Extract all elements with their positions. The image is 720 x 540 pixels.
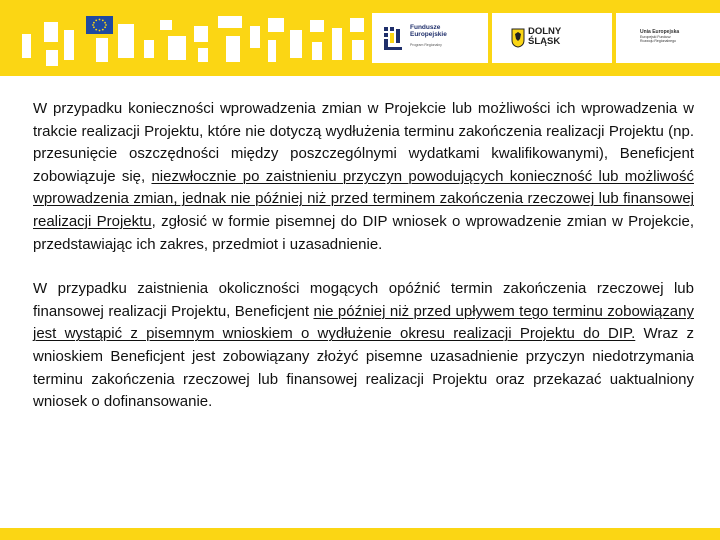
fundusze-line1: Fundusze: [410, 24, 441, 31]
ue-title: Unia Europejska: [640, 29, 680, 35]
fundusze-europejskie-emblem: [382, 25, 406, 51]
ue-subtitle-line1: Europejski Fundusz: [640, 35, 671, 39]
header-band: [0, 0, 720, 76]
decorative-pattern: [0, 0, 372, 76]
paragraph2-underlined-deadline: nie później niż przed upływem tego terminu zobowiązany jest wystąpić z pisemnym wnioskiem o wydłużenie okresu realizacji Projektu do DIP.: [33, 302, 694, 343]
paragraph2-text-end: Wraz z wnioskiem Beneficjent jest zobowiązany złożyć pisemne uzasadnienie przyczyn niedotrzymania terminu zakończenia rzeczowej lub finansowej realizacji Projektu oraz przekazać uaktualniony wniosek o dofinansowanie.: [33, 325, 694, 411]
fundusze-subtitle: Program Regionalny: [410, 43, 442, 47]
document-body: [33, 98, 694, 414]
eagle-crest-icon: [511, 28, 525, 48]
ue-subtitle-line2: Rozwoju Regionalnego: [640, 39, 676, 44]
paragraph-zmiany-w-projekcie: [33, 98, 694, 256]
paragraph1-text-end: , zgłosić w formie pisemnej do DIP wniosek o wprowadzenie zmian w Projekcie, przedstawiając ich zakres, przedmiot i uzasadnienie.: [33, 212, 695, 253]
paragraph2-text-start: W przypadku zaistnienia okoliczności mogących opóźnić termin zakończenia rzeczowej lub finansowej realizacji Projektu, Beneficjent: [33, 280, 694, 320]
footer-band: [0, 528, 720, 540]
paragraph1-text-start: W przypadku konieczności wprowadzenia zmian w Projekcie lub możliwości ich wprowadzenia w trakcie realizacji Projektu, które nie dotyczą wydłużenia terminu zakończenia realizacji Projektu (np. przesunięcie oszczędności między poszczególnymi wydatkami kwalifikowanymi), Beneficjent zobowiązuje się,: [33, 100, 694, 185]
unia-europejska-logo: [616, 13, 720, 63]
eu-flag-icon: [86, 16, 113, 34]
fundusze-line2: Europejskie: [410, 31, 447, 38]
paragraph-wydluzenie-terminu: [33, 278, 694, 414]
dolny-slask-line1: DOLNY: [528, 26, 562, 37]
fundusze-europejskie-logo: [372, 13, 488, 63]
paragraph1-underlined-deadline: niezwłocznie po zaistnieniu przyczyn powodujących konieczność lub możliwość wprowadzenia zmian, jednak nie później niż przed terminem zakończenia rzeczowej lub finansowej realizacji Projektu: [33, 167, 694, 230]
dolny-slask-logo: [492, 13, 612, 63]
dolny-slask-line2: ŚLĄSK: [528, 36, 561, 47]
